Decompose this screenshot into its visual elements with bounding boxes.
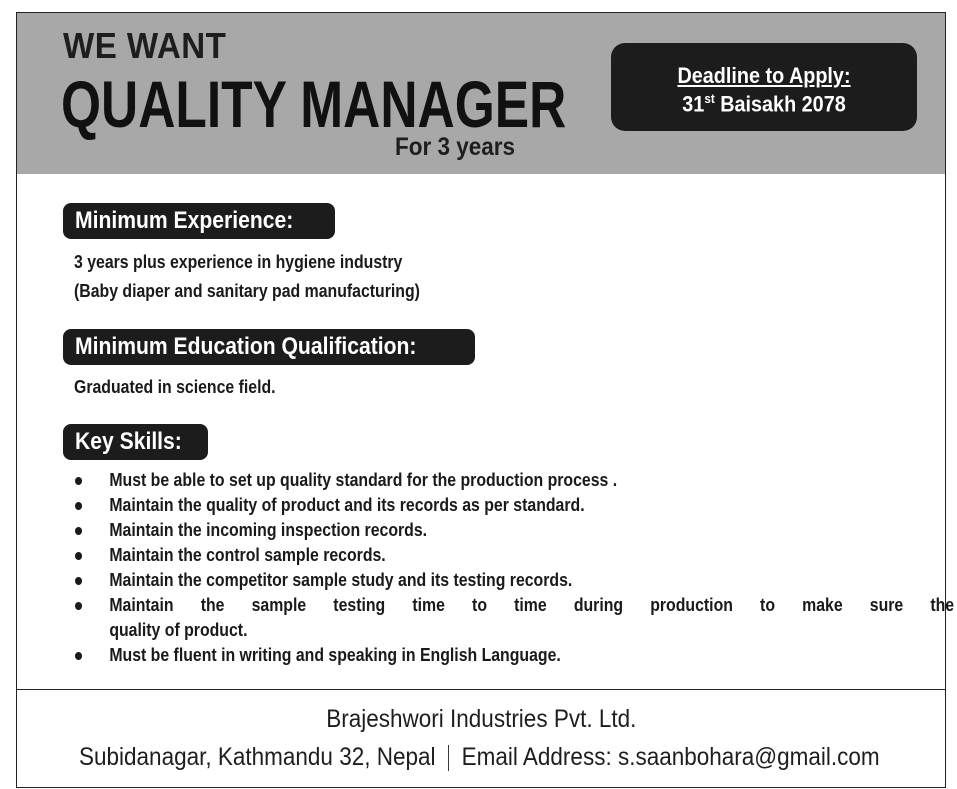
separator — [448, 745, 449, 771]
deadline-day: 31 — [682, 91, 705, 117]
deadline-month-year: Baisakh 2078 — [714, 91, 846, 117]
skills-list — [75, 468, 955, 668]
bullet-icon — [75, 602, 82, 610]
footer-divider — [17, 689, 945, 690]
deadline-label: Deadline to Apply: — [677, 63, 851, 88]
bullet-icon — [75, 477, 82, 485]
bullet-icon — [75, 652, 82, 660]
experience-line-2: (Baby diaper and sanitary pad manufacturing) — [74, 281, 420, 301]
email-address: Email Address: s.saanbohara@gmail.com — [461, 743, 880, 771]
bullet-icon — [75, 552, 82, 560]
contract-duration: For 3 years — [395, 133, 516, 161]
education-text: Graduated in science field. — [74, 377, 276, 397]
skills-heading: Key Skills: — [63, 424, 208, 460]
deadline-day-suffix: st — [704, 91, 715, 106]
bullet-icon — [75, 527, 82, 535]
skill-item-continuation: quality of product. — [109, 620, 248, 640]
job-advertisement — [16, 12, 955, 788]
bullet-icon — [75, 502, 82, 510]
skill-item: Maintain the quality of product and its records as per standard. — [75, 493, 911, 518]
skill-item: Maintain the control sample records. — [75, 543, 911, 568]
skill-item: Maintain the incoming inspection records. — [75, 518, 911, 543]
contact-line — [79, 743, 880, 772]
experience-heading: Minimum Experience: — [63, 203, 335, 239]
skill-item: Maintain the competitor sample study and its testing records. — [75, 568, 911, 593]
bullet-icon — [75, 577, 82, 585]
deadline-box — [611, 43, 917, 131]
we-want-heading: WE WANT — [63, 25, 227, 66]
company-name: Brajeshwori Industries Pvt. Ltd. — [325, 705, 637, 733]
experience-line-1: 3 years plus experience in hygiene industry — [74, 252, 403, 272]
education-heading: Minimum Education Qualification: — [63, 329, 475, 365]
company-address: Subidanagar, Kathmandu 32, Nepal — [79, 743, 436, 771]
skill-item: Must be able to set up quality standard for the production process . — [75, 468, 911, 493]
position-title: QUALITY MANAGER — [61, 67, 567, 141]
skill-item: Must be fluent in writing and speaking in English Language. — [75, 643, 911, 668]
skill-item: Maintain the sample testing time to time during production to make sure the — [75, 593, 954, 618]
header-banner — [17, 13, 945, 174]
deadline-date — [626, 91, 901, 117]
